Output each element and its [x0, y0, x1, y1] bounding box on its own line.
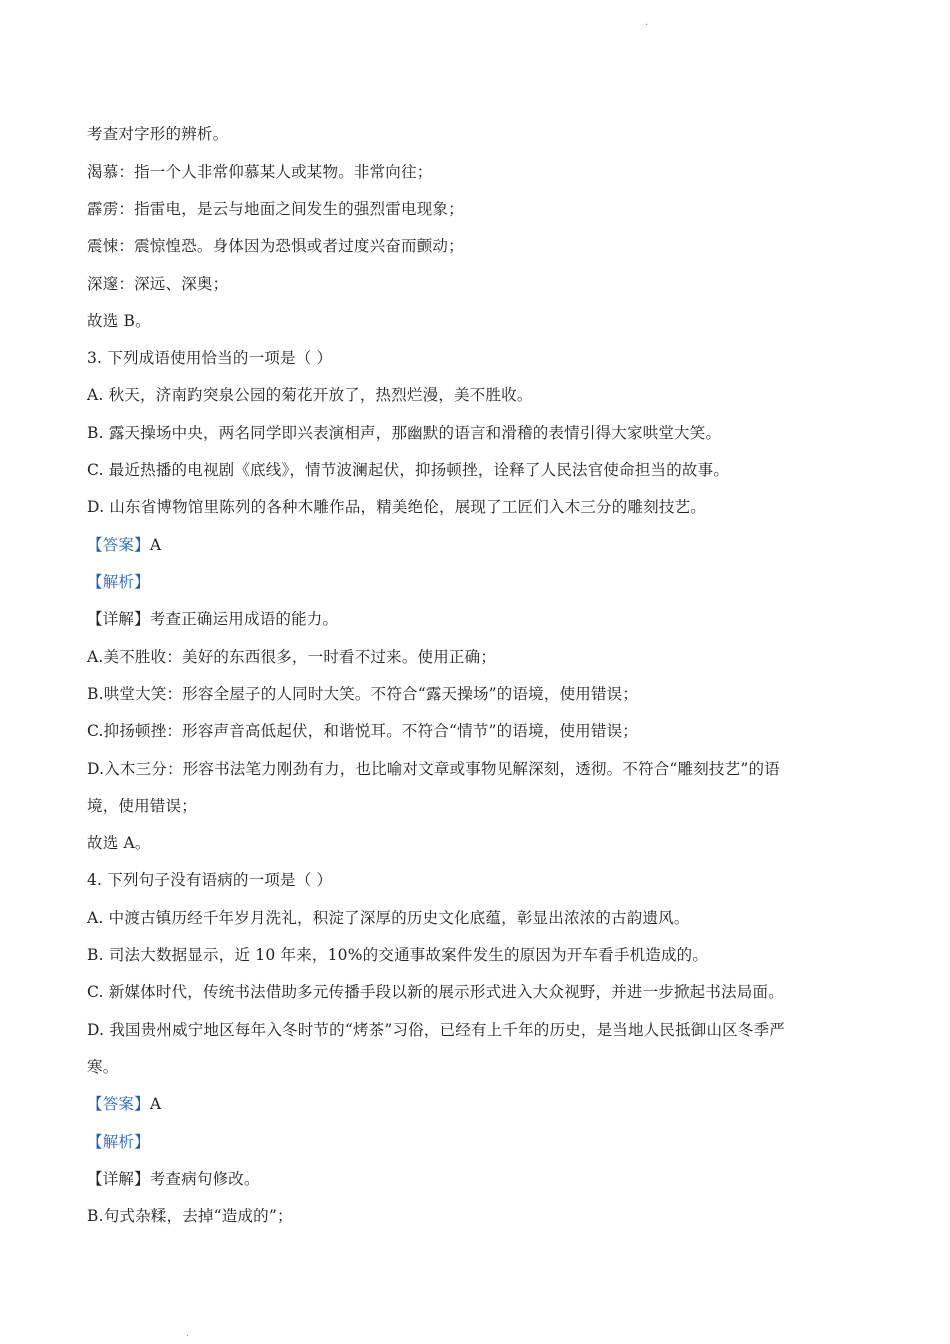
text-line-3: 霹雳：指雷电，是云与地面之间发生的强烈雷电现象； [87, 200, 464, 218]
question-4-option-b: B. 司法大数据显示，近 10 年来，10%的交通事故案件发生的原因为开车看手机造成的。 [87, 946, 709, 964]
footer-dot: . [186, 1328, 190, 1339]
text-line-17: C.抑扬顿挫：形容声音高低起伏，和谐悦耳。不符合“情节”的语境，使用错误； [87, 722, 638, 740]
answer-3-label: 【答案】 [87, 536, 150, 554]
question-3-option-b: B. 露天操场中央，两名同学即兴表演相声，那幽默的语言和滑稽的表情引得大家哄堂大笑。 [87, 424, 722, 442]
answer-4-label: 【答案】 [87, 1095, 150, 1113]
question-3-option-a: A. 秋天，济南趵突泉公园的菊花开放了，热烈烂漫，美不胜收。 [87, 386, 533, 404]
question-3-stem: 3. 下列成语使用恰当的一项是（ ） [87, 349, 333, 367]
answer-3 [87, 535, 877, 555]
text-line-20: 故选 A。 [87, 834, 151, 852]
answer-4 [87, 1094, 877, 1114]
text-line-29: 【详解】考查病句修改。 [87, 1170, 260, 1188]
text-line-4: 震悚：震惊惶恐。身体因为恐惧或者过度兴奋而颤动； [87, 237, 464, 255]
question-3-option-c: C. 最近热播的电视剧《底线》，情节波澜起伏，抑扬顿挫，诠释了人民法官使命担当的故事。 [87, 461, 730, 479]
analysis-3-label: 【解析】 [87, 573, 150, 591]
text-line-16: B.哄堂大笑：形容全屋子的人同时大笑。不符合“露天操场”的语境，使用错误； [87, 685, 639, 703]
text-line-14: 【详解】考查正确运用成语的能力。 [87, 610, 339, 628]
text-line-5: 深邃：深远、深奥； [87, 275, 229, 293]
answer-3-value: A [149, 536, 162, 554]
text-line-1: 考查对字形的辨析。 [87, 125, 229, 143]
question-4-option-d-cont: 寒。 [87, 1058, 119, 1076]
header-dot: . [645, 17, 649, 28]
question-4-option-a: A. 中渡古镇历经千年岁月洗礼，积淀了深厚的历史文化底蕴，彰显出浓浓的古韵遗风。 [87, 909, 690, 927]
question-4-option-d: D. 我国贵州威宁地区每年入冬时节的“烤茶”习俗，已经有上千年的历史，是当地人民抵御山区冬季严 [87, 1021, 785, 1039]
analysis-4-label: 【解析】 [87, 1133, 150, 1151]
text-line-19: 境，使用错误； [87, 797, 197, 815]
text-line-18: D.入木三分：形容书法笔力刚劲有力，也比喻对文章或事物见解深刻，透彻。不符合“雕刻技艺”的语 [87, 760, 780, 778]
question-3-option-d: D. 山东省博物馆里陈列的各种木雕作品，精美绝伦，展现了工匠们入木三分的雕刻技艺。 [87, 498, 706, 516]
answer-4-value: A [149, 1095, 162, 1113]
question-4-stem: 4. 下列句子没有语病的一项是（ ） [87, 871, 333, 889]
text-line-30: B.句式杂糅，去掉“造成的”； [87, 1207, 293, 1225]
text-line-15: A.美不胜收：美好的东西很多，一时看不过来。使用正确； [87, 648, 497, 666]
question-4-option-c: C. 新媒体时代，传统书法借助多元传播手段以新的展示形式进入大众视野，并进一步掀起书法局面。 [87, 983, 784, 1001]
text-line-6: 故选 B。 [87, 312, 151, 330]
text-line-2: 渴慕：指一个人非常仰慕某人或某物。非常向往； [87, 163, 433, 181]
